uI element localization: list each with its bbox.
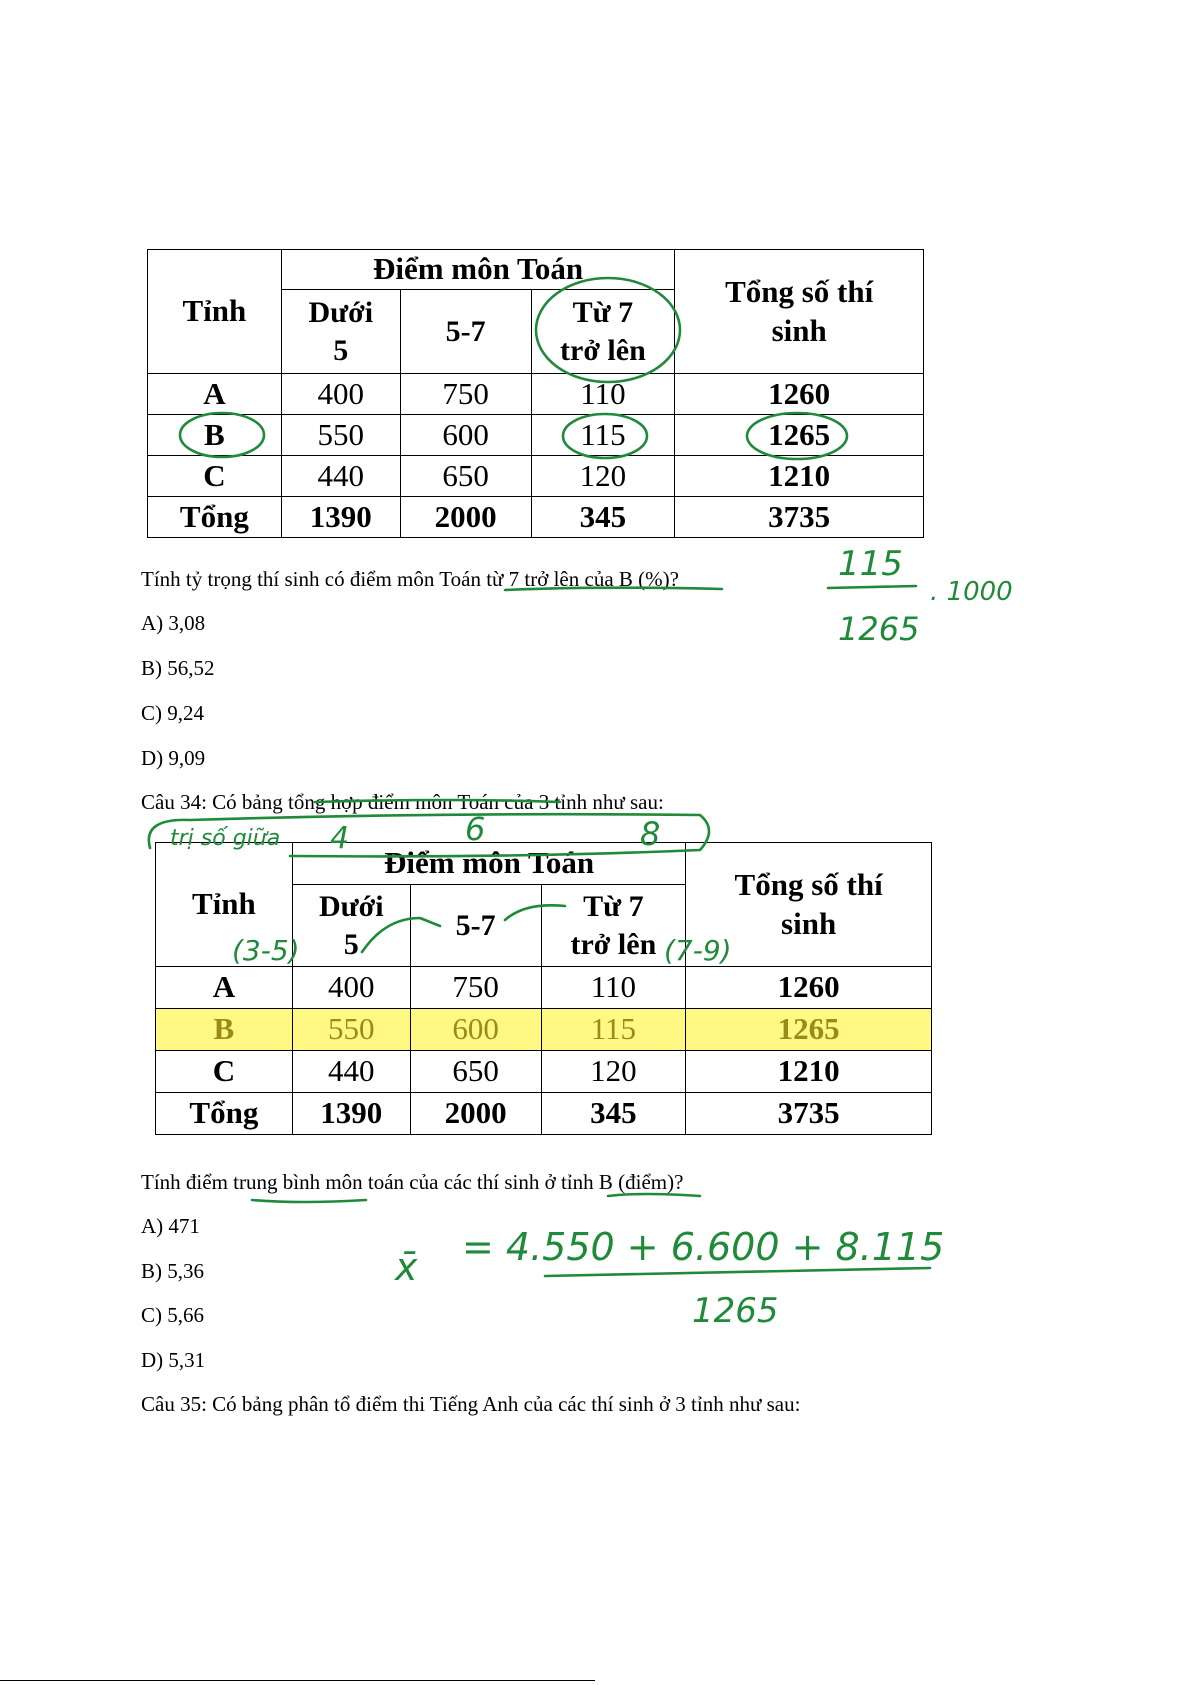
header-below-5: Dưới 5 [292, 885, 410, 967]
cell-total: 1210 [675, 456, 924, 497]
cell-total: 1265 [675, 415, 924, 456]
ink-mean-bar [545, 1268, 930, 1276]
ink-range-1: (3-5) [232, 934, 300, 967]
cell-total: 1260 [686, 967, 932, 1009]
ink-midpoint-3: 8 [640, 815, 661, 853]
header-math-score: Điểm môn Toán [292, 843, 686, 885]
header-5-7: 5-7 [400, 290, 531, 374]
question-35-intro: Câu 35: Có bảng phân tổ điểm thi Tiếng Anh của các thí sinh ở 3 tỉnh như sau: [141, 1392, 801, 1416]
cell-5-7: 600 [400, 415, 531, 456]
answer-option: A) 471 [141, 1214, 200, 1238]
answer-option: D) 9,09 [141, 746, 206, 770]
cell-below-5: 550 [281, 415, 400, 456]
cell-below-5: 400 [292, 967, 410, 1009]
cell-below-5: 550 [292, 1009, 410, 1051]
ink-midpoint-1: 4 [330, 821, 350, 856]
cell-7-plus: 110 [541, 967, 686, 1009]
answer-option: C) 9,24 [141, 701, 204, 725]
cell-below-5: 440 [281, 456, 400, 497]
row-province: A [148, 374, 282, 415]
ink-mean-denominator: 1265 [692, 1291, 779, 1331]
ink-midpoint-label: trị số giữa [170, 826, 281, 851]
row-province: B [148, 415, 282, 456]
cell-below-5: 440 [292, 1051, 410, 1093]
answer-option: C) 5,66 [141, 1303, 204, 1327]
ink-mean-numerator: = 4.550 + 6.600 + 8.115 [462, 1225, 945, 1269]
cell-below-5: 1390 [292, 1093, 410, 1135]
cell-5-7: 2000 [400, 497, 531, 538]
row-province: C [148, 456, 282, 497]
row-province: A [156, 967, 293, 1009]
math-score-table-2 [155, 842, 932, 1135]
cell-5-7: 750 [400, 374, 531, 415]
answer-option: D) 5,31 [141, 1348, 206, 1372]
cell-total: 1265 [686, 1009, 932, 1051]
cell-7-plus: 120 [531, 456, 675, 497]
cell-7-plus: 110 [531, 374, 675, 415]
header-province: Tỉnh [148, 250, 282, 374]
cell-7-plus: 345 [531, 497, 675, 538]
table-row-total [148, 497, 924, 538]
question-34-prompt: Tính điểm trung bình môn toán của các thí sinh ở tỉnh B (điểm)? [141, 1170, 684, 1194]
header-below-5: Dưới 5 [281, 290, 400, 374]
row-province: C [156, 1051, 293, 1093]
cell-7-plus: 115 [541, 1009, 686, 1051]
cell-5-7: 650 [400, 456, 531, 497]
ink-fraction-bar [828, 586, 916, 588]
underline-q34-prompt-1 [252, 1200, 366, 1202]
ink-midpoint-2: 6 [465, 810, 486, 848]
table-row [156, 967, 932, 1009]
cell-7-plus: 115 [531, 415, 675, 456]
ink-fraction-denominator: 1265 [838, 610, 920, 648]
table-row-total [156, 1093, 932, 1135]
cell-5-7: 650 [410, 1051, 541, 1093]
header-math-score: Điểm môn Toán [281, 250, 675, 290]
table-row [148, 456, 924, 497]
cell-7-plus: 345 [541, 1093, 686, 1135]
header-7-plus: Từ 7 trở lên [531, 290, 675, 374]
cell-5-7: 600 [410, 1009, 541, 1051]
row-province: B [156, 1009, 293, 1051]
cell-total: 1260 [675, 374, 924, 415]
cell-total: 3735 [686, 1093, 932, 1135]
answer-option: B) 56,52 [141, 656, 215, 680]
row-province: Tổng [148, 497, 282, 538]
cell-below-5: 1390 [281, 497, 400, 538]
question-33-prompt: Tính tỷ trọng thí sinh có điểm môn Toán từ 7 trở lên của B (%)? [141, 567, 679, 591]
header-5-7: 5-7 [410, 885, 541, 967]
ink-fraction-multiplier: . 1000 [930, 577, 1013, 607]
header-total-candidates: Tổng số thí sinh [686, 843, 932, 967]
table-row [148, 374, 924, 415]
header-province: Tỉnh [156, 843, 293, 967]
table-row [156, 1051, 932, 1093]
cell-below-5: 400 [281, 374, 400, 415]
cell-5-7: 2000 [410, 1093, 541, 1135]
cell-total: 3735 [675, 497, 924, 538]
question-34-intro: Câu 34: Có bảng tổng hợp điểm môn Toán của 3 tỉnh như sau: [141, 790, 664, 814]
row-province: Tổng [156, 1093, 293, 1135]
cell-total: 1210 [686, 1051, 932, 1093]
ink-fraction-numerator: 115 [838, 544, 903, 584]
cell-5-7: 750 [410, 967, 541, 1009]
math-score-table-1 [147, 249, 924, 538]
header-7-plus: Từ 7 trở lên [541, 885, 686, 967]
answer-option: A) 3,08 [141, 611, 206, 635]
table-row [148, 415, 924, 456]
ink-range-3: (7-9) [664, 934, 732, 967]
ink-mean-symbol: x̄ [395, 1245, 418, 1289]
table-row-highlighted [156, 1009, 932, 1051]
footnote-rule [0, 1680, 595, 1681]
answer-option: B) 5,36 [141, 1259, 204, 1283]
cell-7-plus: 120 [541, 1051, 686, 1093]
header-total-candidates: Tổng số thí sinh [675, 250, 924, 374]
